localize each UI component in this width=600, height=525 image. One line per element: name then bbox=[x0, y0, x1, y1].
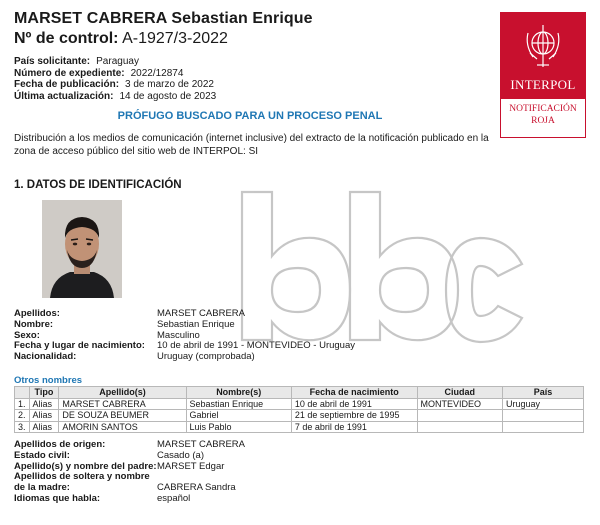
additional-label: Apellido(s) y nombre del padre: bbox=[14, 460, 157, 472]
subject-photo bbox=[42, 200, 122, 298]
ident-label: Apellidos: bbox=[14, 308, 60, 319]
ident-label: Nombre: bbox=[14, 318, 54, 330]
alias-nombres: Gabriel bbox=[186, 410, 291, 422]
ident-value: Uruguay (comprobada) bbox=[157, 351, 255, 363]
alias-tipo: Alias bbox=[29, 410, 59, 422]
alias-apellidos: DE SOUZA BEUMER bbox=[59, 410, 186, 422]
meta-value: Paraguay bbox=[96, 56, 139, 67]
subject-photo-illustration bbox=[42, 200, 122, 298]
additional-value: español bbox=[157, 492, 191, 504]
meta-row bbox=[14, 79, 216, 91]
alias-col-num bbox=[15, 387, 30, 399]
alias-col-apellidos: Apellido(s) bbox=[59, 387, 186, 399]
meta-row bbox=[14, 68, 216, 80]
badge-notice-line1: NOTIFICACIÓN bbox=[509, 104, 577, 114]
additional-label: de la madre: bbox=[14, 482, 70, 494]
notice-subtitle: PRÓFUGO BUSCADO PARA UN PROCESO PENAL bbox=[117, 110, 383, 122]
ident-value: Sebastian Enrique bbox=[157, 318, 235, 330]
alias-col-ciudad: Ciudad bbox=[417, 387, 503, 399]
alias-num: 3. bbox=[15, 421, 30, 433]
meta-label: Última actualización: bbox=[14, 90, 114, 102]
meta-value: 14 de agosto de 2023 bbox=[119, 90, 217, 102]
interpol-red-notice-badge bbox=[500, 12, 586, 138]
alias-tipo: Alias bbox=[29, 421, 59, 433]
table-row bbox=[15, 421, 584, 433]
meta-value: 2022/12874 bbox=[130, 67, 184, 79]
alias-ciudad: MONTEVIDEO bbox=[417, 398, 503, 410]
alias-pais: Uruguay bbox=[503, 398, 584, 410]
ident-label: Nacionalidad: bbox=[14, 351, 77, 363]
meta-row bbox=[14, 91, 216, 103]
additional-value: Casado (a) bbox=[157, 449, 204, 461]
alias-tipo: Alias bbox=[29, 398, 59, 410]
abc-watermark-logo bbox=[232, 172, 532, 360]
ident-value: MARSET CABRERA bbox=[157, 308, 245, 319]
meta-row bbox=[14, 56, 216, 68]
section-title: 1. DATOS DE IDENTIFICACIÓN bbox=[14, 179, 182, 191]
table-row bbox=[15, 398, 584, 410]
alias-nombres: Sebastian Enrique bbox=[186, 398, 291, 410]
additional-label: Idiomas que habla: bbox=[14, 492, 101, 504]
additional-value: CABRERA Sandra bbox=[157, 482, 236, 494]
ident-value: Masculino bbox=[157, 329, 200, 341]
interpol-globe-sword-icon bbox=[523, 23, 563, 71]
additional-label: Apellidos de origen: bbox=[14, 439, 106, 450]
alias-ciudad bbox=[417, 410, 503, 422]
alias-nombres: Luis Pablo bbox=[186, 421, 291, 433]
control-number-value: A-1927/3-2022 bbox=[122, 30, 228, 47]
control-number-label: Nº de control: bbox=[14, 30, 119, 47]
meta-value: 3 de marzo de 2022 bbox=[125, 79, 214, 90]
ident-label: Sexo: bbox=[14, 329, 40, 341]
alias-pais bbox=[503, 410, 584, 422]
alias-apellidos: AMORIN SANTOS bbox=[59, 421, 186, 433]
badge-notice-line2: ROJA bbox=[531, 116, 555, 126]
alias-num: 2. bbox=[15, 410, 30, 422]
meta-label: Número de expediente: bbox=[14, 67, 125, 79]
alias-fecha: 7 de abril de 1991 bbox=[291, 421, 417, 433]
alias-table-header bbox=[15, 387, 584, 399]
alias-num: 1. bbox=[15, 398, 30, 410]
additional-value: MARSET CABRERA bbox=[157, 439, 245, 450]
meta-label: Fecha de publicación: bbox=[14, 79, 120, 90]
badge-org-name: INTERPOL bbox=[510, 77, 576, 92]
distribution-statement: Distribución a los medios de comunicación (internet inclusive) del extracto de la notificación publicado en la zona de acceso público del sitio web de INTERPOL: SI bbox=[14, 133, 489, 157]
meta-label: País solicitante: bbox=[14, 56, 91, 67]
control-number bbox=[14, 30, 228, 48]
alias-fecha: 21 de septiembre de 1995 bbox=[291, 410, 417, 422]
alias-table bbox=[14, 386, 584, 433]
alias-ciudad bbox=[417, 421, 503, 433]
alias-col-nombres: Nombre(s) bbox=[186, 387, 291, 399]
alias-col-fecha: Fecha de nacimiento bbox=[291, 387, 417, 399]
badge-notice-type bbox=[501, 103, 585, 127]
alias-col-pais: País bbox=[503, 387, 584, 399]
additional-label: Apellidos de soltera y nombre bbox=[14, 471, 150, 483]
additional-value: MARSET Edgar bbox=[157, 460, 225, 472]
ident-label: Fecha y lugar de nacimiento: bbox=[14, 340, 145, 352]
additional-label: Estado civil: bbox=[14, 449, 70, 461]
alias-col-tipo: Tipo bbox=[29, 387, 59, 399]
alias-pais bbox=[503, 421, 584, 433]
table-row bbox=[15, 410, 584, 422]
alias-fecha: 10 de abril de 1991 bbox=[291, 398, 417, 410]
notice-metadata bbox=[14, 56, 216, 102]
alias-apellidos: MARSET CABRERA bbox=[59, 398, 186, 410]
other-names-title: Otros nombres bbox=[14, 375, 83, 386]
subject-name-title: MARSET CABRERA Sebastian Enrique bbox=[14, 10, 313, 27]
ident-value: 10 de abril de 1991 - MONTEVIDEO - Uruguay bbox=[157, 340, 356, 352]
